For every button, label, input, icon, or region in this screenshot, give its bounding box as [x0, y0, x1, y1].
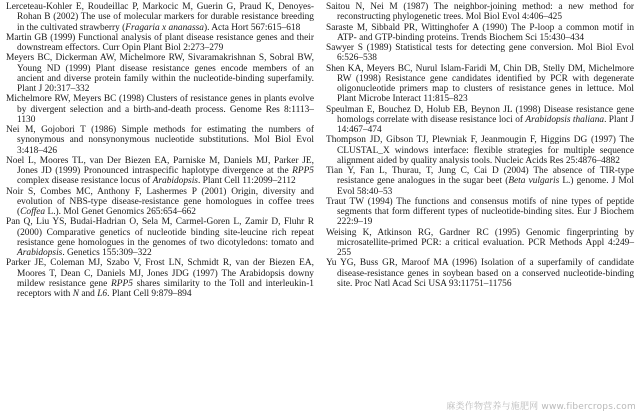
reference-entry [6, 94, 314, 125]
reference-text: Parker JE, Coleman MJ, Szabo V, Frost LN, Schmidt R, van der Biezen EA, Moores T, Dean C, Daniels MJ, Jones JDG (1997) The Arabidopsis downy mildew resistance gene [6, 258, 314, 289]
reference-entry [6, 2, 314, 33]
reference-text: . Genetics 155:309–322 [62, 248, 152, 258]
reference-text: Pan Q, Liu YS, Budai-Hadrian O, Sela M, Carmel-Goren L, Zamir D, Fluhr R (2000) Comparative genetics of nucleotide binding site-leucine rich repeat resistance gene homologues in the genomes of two dicotyledons: tomato and [6, 217, 314, 248]
reference-text: . Plant Cell 9:879–894 [107, 289, 192, 299]
reference-text: Traut TW (1994) The functions and consensus motifs of nine types of peptide segments that form different types of nucleotide-binding sites. Eur J Biochem 222:9–19 [326, 196, 634, 228]
reference-text: Martin GB (1999) Functional analysis of plant disease resistance genes and their downstream effectors. Curr Opin Plant Biol 2:273–279 [6, 32, 314, 53]
reference-text: L.) genome. J Mol Evol 58:40–53 [337, 176, 635, 197]
references-right-column [326, 2, 634, 414]
reference-entry [326, 23, 634, 44]
reference-entry [326, 197, 634, 228]
reference-text: . Plant J 14:467–474 [337, 114, 634, 135]
reference-text: Thompson JD, Gibson TJ, Plewniak F, Jeanmougin F, Higgins DG (1997) The CLUSTAL_X windows interface: flexible strategies for multiple sequence alignment aided by quality analysis tools. Nucleic Acids Res 25:4876–4882 [326, 135, 634, 166]
reference-entry [326, 64, 634, 105]
references-left-column [6, 2, 314, 414]
reference-text: Yu YG, Buss GR, Maroof MA (1996) Isolation of a superfamily of candidate disease-resistance genes in soybean based on a conserved nucleotide-binding site. Proc Natl Acad Sci USA 93:11751–11756 [326, 258, 634, 289]
reference-entry [326, 258, 634, 289]
reference-text: complex disease resistance locus of [17, 176, 153, 187]
reference-text: Michelmore RW, Meyers BC (1998) Clusters of resistance genes in plants evolve by divergent selection and a birth-and-death process. Genome Res 8:1113–1130 [6, 94, 314, 125]
reference-italic-text: Arabidopsis [152, 176, 198, 187]
watermark: 麻类作物营养与施肥网 www.fibercrops.com [446, 402, 636, 412]
reference-entry [6, 156, 314, 187]
reference-text: Saitou N, Nei M (1987) The neighbor-joining method: a new method for reconstructing phylogenetic trees. Mol Biol Evol 4:406–425 [326, 2, 634, 23]
reference-italic-text: Beta vulgaris [508, 176, 560, 187]
reference-entry [326, 43, 634, 64]
reference-italic-text: RPP5 [111, 278, 133, 289]
reference-entry [6, 187, 314, 218]
reference-text: L.). Mol Genet Genomics 265:654–662 [45, 207, 196, 217]
reference-text: ). Acta Hort 567:615–618 [203, 22, 301, 33]
reference-text: . Plant Cell 11:2099–2112 [197, 176, 296, 187]
reference-entry [6, 217, 314, 258]
reference-text: Saraste M, Sibbald PR, Wittinghofer A (1990) The P-loop a common motif in ATP- and GTP-binding proteins. Trends Biochem Sci 15:430–434 [326, 22, 634, 43]
reference-entry [326, 228, 634, 259]
reference-text: Speulman E, Bouchez D, Holub EB, Beynon JL (1998) Disease resistance gene homologs correlate with disease resistance loci of [326, 104, 634, 125]
reference-italic-text: N [72, 289, 79, 299]
reference-entry [326, 105, 634, 136]
reference-text: shares similarity to the Toll and interleukin-1 receptors with [17, 278, 314, 299]
reference-italic-text: RPP5 [292, 166, 314, 176]
reference-text: and [78, 289, 98, 299]
reference-entry [6, 33, 314, 54]
reference-italic-text: L6 [97, 289, 108, 299]
reference-entry [326, 2, 634, 23]
reference-entry [6, 258, 314, 299]
reference-text: Noir S, Combes MC, Anthony F, Lashermes P (2001) Origin, diversity and evolution of NBS-type disease-resistance gene homologues in coffee trees ( [6, 186, 314, 217]
reference-text: Noel L, Moores TL, van Der Biezen EA, Parniske M, Daniels MJ, Parker JE, Jones JD (1999) Pronounced intraspecific haplotype divergence at the [6, 155, 314, 176]
reference-entry [6, 53, 314, 94]
reference-italic-text: Fragaria x ananassa [125, 22, 204, 33]
reference-italic-text: Arabidopsis [17, 248, 63, 258]
reference-text: Sawyer S (1989) Statistical tests for detecting gene conversion. Mol Biol Evol 6:526–538 [326, 43, 634, 64]
reference-text: Weising K, Atkinson RG, Gardner RC (1995) Genomic fingerprinting by microsatellite-primed PCR: a critical evaluation. PCR Methods Appl 4:249–255 [326, 227, 634, 258]
reference-entry [6, 125, 314, 156]
reference-text: Nei M, Gojobori T (1986) Simple methods for estimating the numbers of synonymous and nonsynonymous nucleotide substitutions. Mol Biol Evol 3:418–426 [6, 125, 314, 156]
reference-entry [326, 166, 634, 197]
reference-text: Lerceteau-Kohler E, Roudeillac P, Markocic M, Guerin G, Praud K, Denoyes-Rohan B (2002) The use of molecular markers for durable resistance breeding in the cultivated strawberry ( [6, 2, 314, 33]
reference-text: Tian Y, Fan L, Thurau, T, Jung C, Cai D (2004) The absence of TIR-type resistance gene analogues in the sugar beet ( [326, 166, 634, 187]
reference-italic-text: Arabidopsis thaliana [525, 114, 605, 125]
reference-text: Shen KA, Meyers BC, Nurul Islam-Faridi M, Chin DB, Stelly DM, Michelmore RW (1998) Resistance gene candidates identified by PCR with degenerate oligonucleotide primers map to clusters of resistance genes in lettuce. Mol Plant Microbe Interact 11:815–823 [326, 63, 634, 105]
reference-entry [326, 135, 634, 166]
reference-text: Meyers BC, Dickerman AW, Michelmore RW, Sivaramakrishnan S, Sobral BW, Young ND (1999) Plant disease resistance genes encode members of an ancient and diverse protein family within the nucleotide-binding superfamily. Plant J 20:317–332 [6, 53, 314, 94]
reference-italic-text: Coffea [20, 207, 46, 217]
